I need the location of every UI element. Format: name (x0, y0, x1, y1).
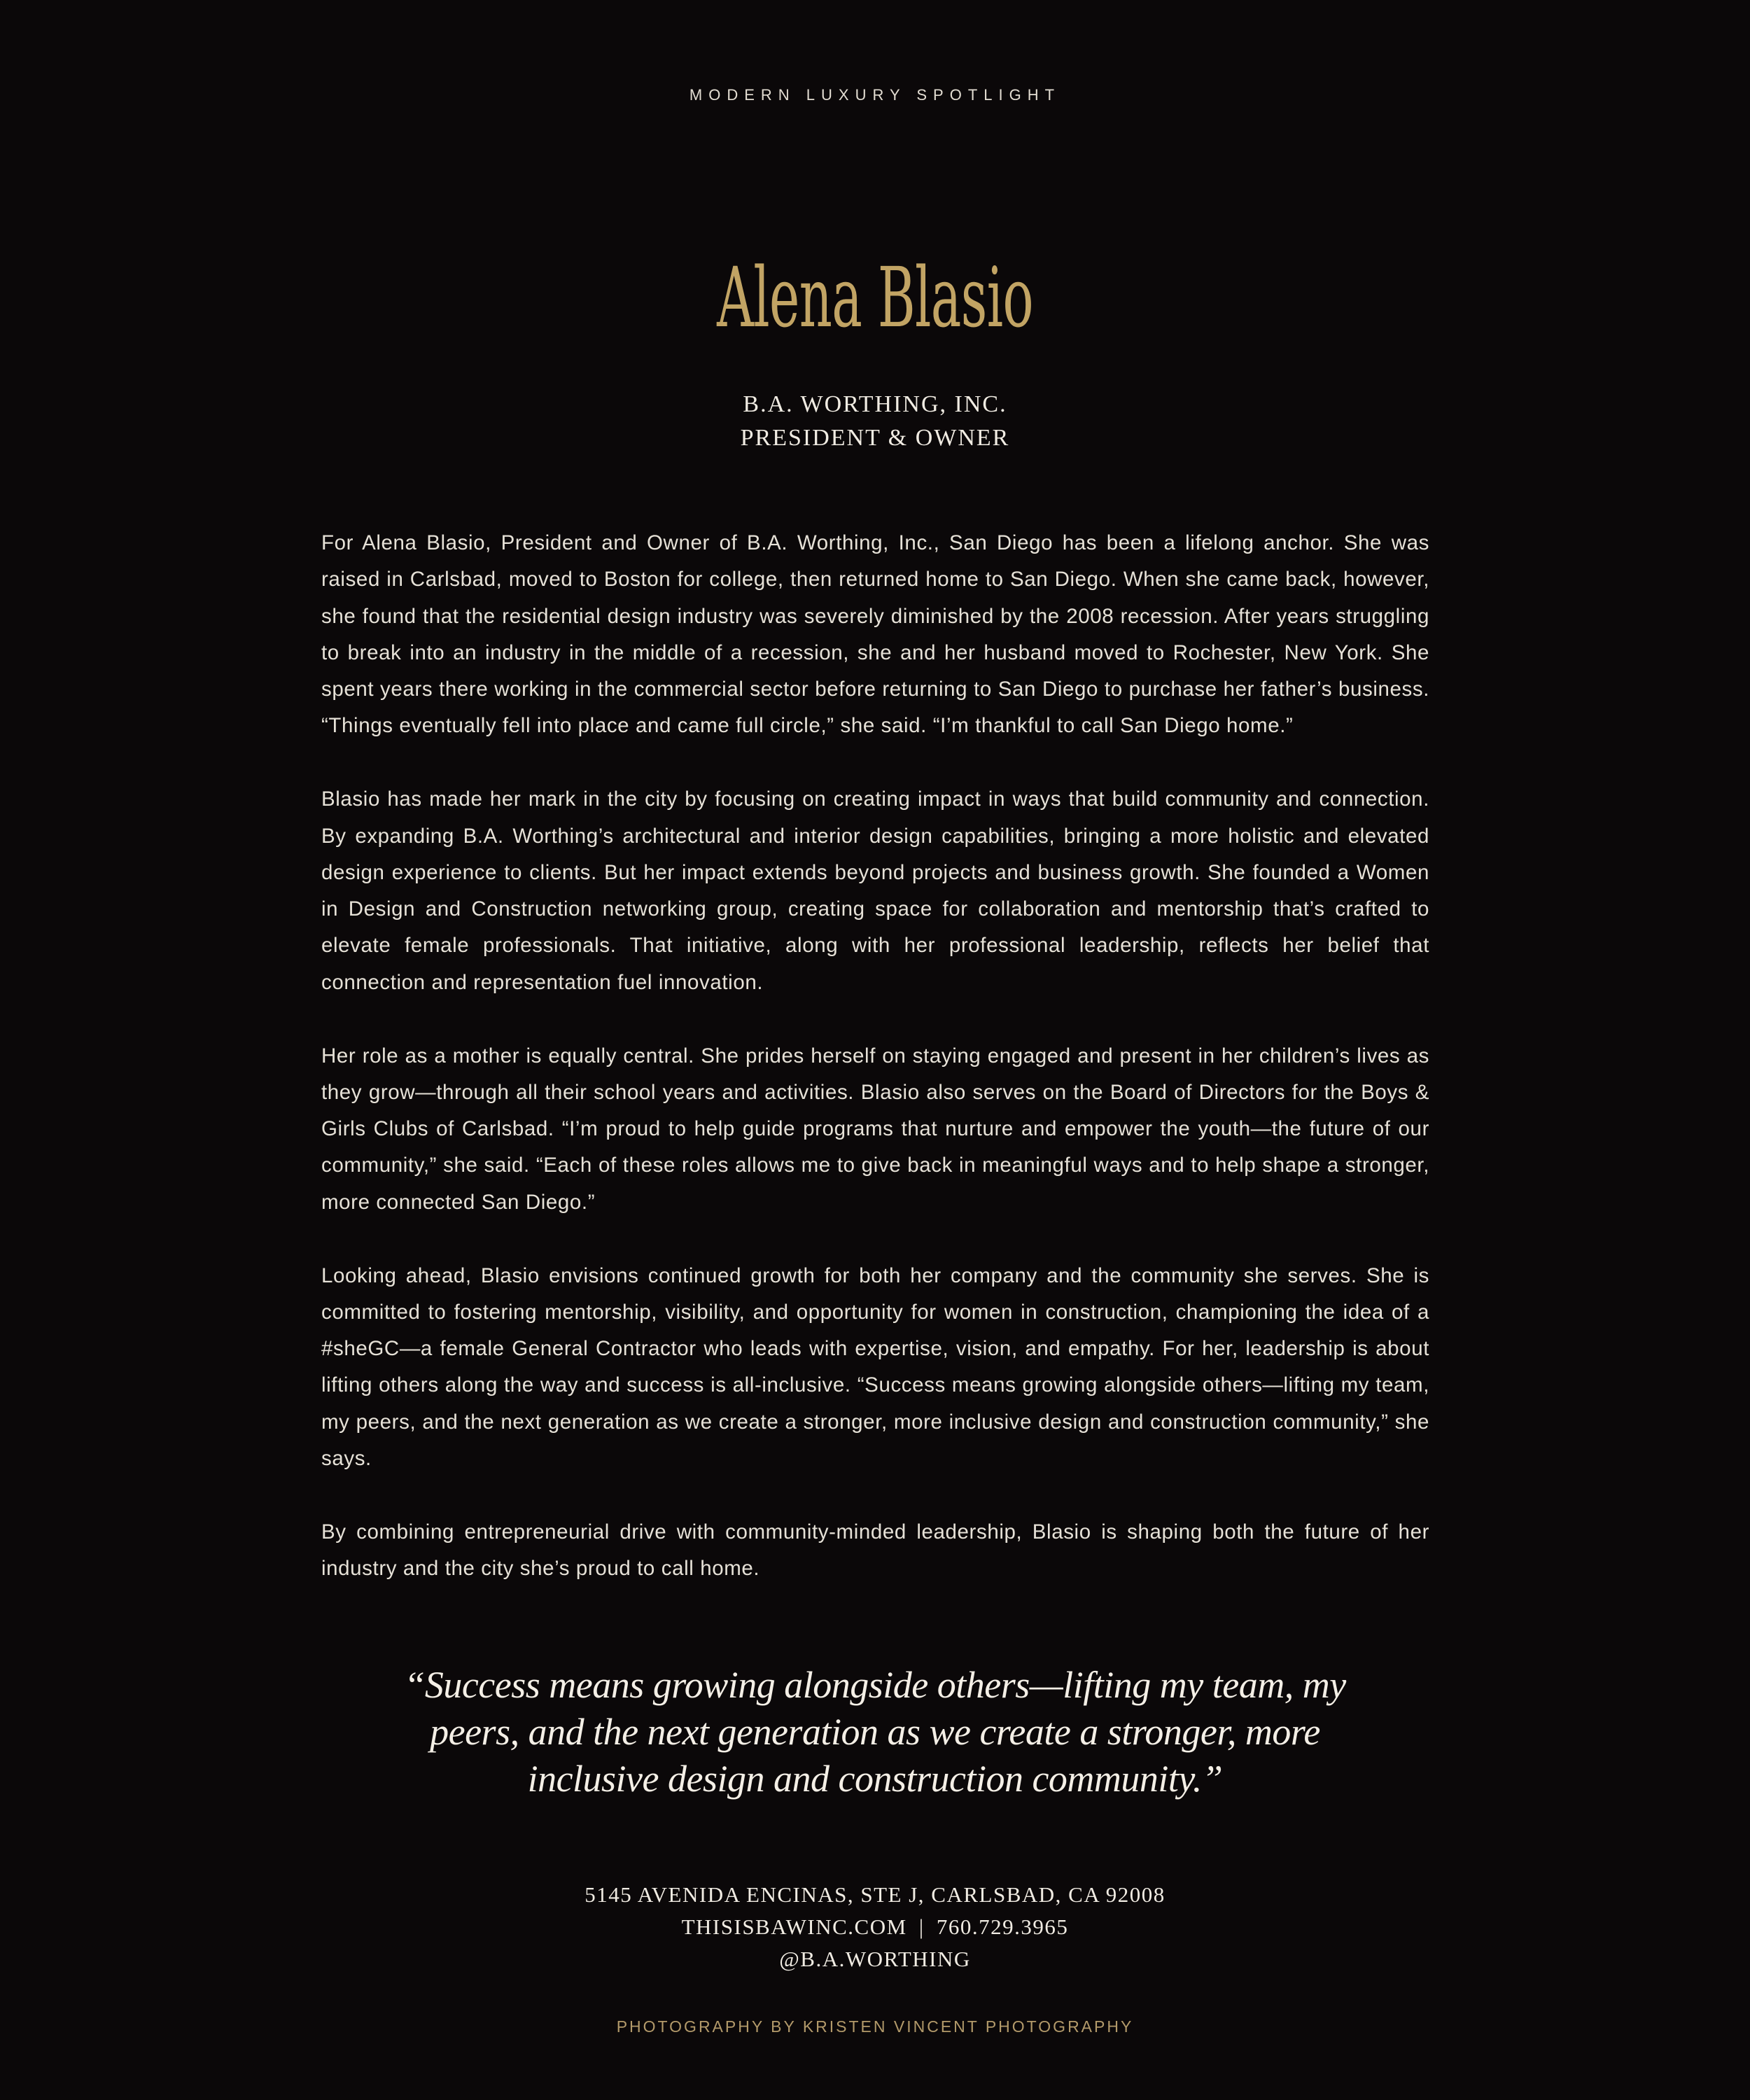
web-phone-line (0, 1911, 1750, 1943)
section-kicker: MODERN LUXURY SPOTLIGHT (689, 86, 1061, 104)
website-link[interactable]: THISISBAWINC.COM (681, 1914, 907, 1939)
article-paragraph: Looking ahead, Blasio envisions continued growth for both her company and the community she serves. She is committed to fostering mentorship, visibility, and opportunity for women in construction, championing the idea of a #sheGC—a female General Contractor who leads with expertise, vision, and empathy. For her, leadership is about lifting others along the way and success is all-inclusive. “Success means growing alongside others—lifting my team, my peers, and the next generation as we create a stronger, more inclusive design and construction community,” she says. (321, 1264, 1429, 1471)
company-title-block (0, 388, 1750, 455)
role-title: PRESIDENT & OWNER (740, 425, 1010, 451)
company-name: B.A. WORTHING, INC. (743, 391, 1007, 417)
separator: | (918, 1914, 925, 1939)
address: 5145 AVENIDA ENCINAS, STE J, CARLSBAD, CA 92008 (584, 1882, 1166, 1907)
article-body (321, 525, 1429, 1624)
contact-block (0, 1879, 1750, 1975)
article-paragraph: For Alena Blasio, President and Owner of B.A. Worthing, Inc., San Diego has been a lifelong anchor. She was raised in Carlsbad, moved to Boston for college, then returned home to San Diego. When she came back, however, she found that the residential design industry was severely diminished by the 2008 recession. After years struggling to break into an industry in the middle of a recession, she and her husband moved to Rochester, New York. She spent years there working in the commercial sector before returning to San Diego to purchase her father’s business. “Things eventually fell into place and came full circle,” she said. “I’m thankful to call San Diego home.” (321, 531, 1429, 738)
profile-name: Alena Blasio (717, 249, 1033, 346)
article-paragraph: Blasio has made her mark in the city by focusing on creating impact in ways that build community and connection. By expanding B.A. Worthing’s architectural and interior design capabilities, bringing a more holistic and elevated design experience to clients. But her impact extends beyond projects and business growth. She founded a Women in Design and Construction networking group, creating space for collaboration and mentorship that’s crafted to elevate female professionals. That initiative, along with her professional leadership, reflects her belief that connection and representation fuel innovation. (321, 788, 1429, 994)
article-paragraph: Her role as a mother is equally central. She prides herself on staying engaged and present in her children’s lives as they grow—through all their school years and activities. Blasio also serves on the Board of Directors for the Boys & Girls Clubs of Carlsbad. “I’m proud to help guide programs that nurture and empower the youth—the future of our community,” she said. “Each of these roles allows me to give back in meaningful ways and to help shape a stronger, more connected San Diego.” (321, 1044, 1429, 1214)
pull-quote: “Success means growing alongside others—lifting my team, my peers, and the next generation as we create a stronger, more inclusive design and construction community.” (404, 1664, 1346, 1800)
phone-number[interactable]: 760.729.3965 (936, 1914, 1069, 1939)
social-handle[interactable]: @B.A.WORTHING (779, 1947, 971, 1971)
photo-credit: PHOTOGRAPHY BY KRISTEN VINCENT PHOTOGRAPHY (616, 2017, 1134, 2036)
article-paragraph: By combining entrepreneurial drive with community-minded leadership, Blasio is shaping both the future of her industry and the city she’s proud to call home. (321, 1520, 1429, 1581)
